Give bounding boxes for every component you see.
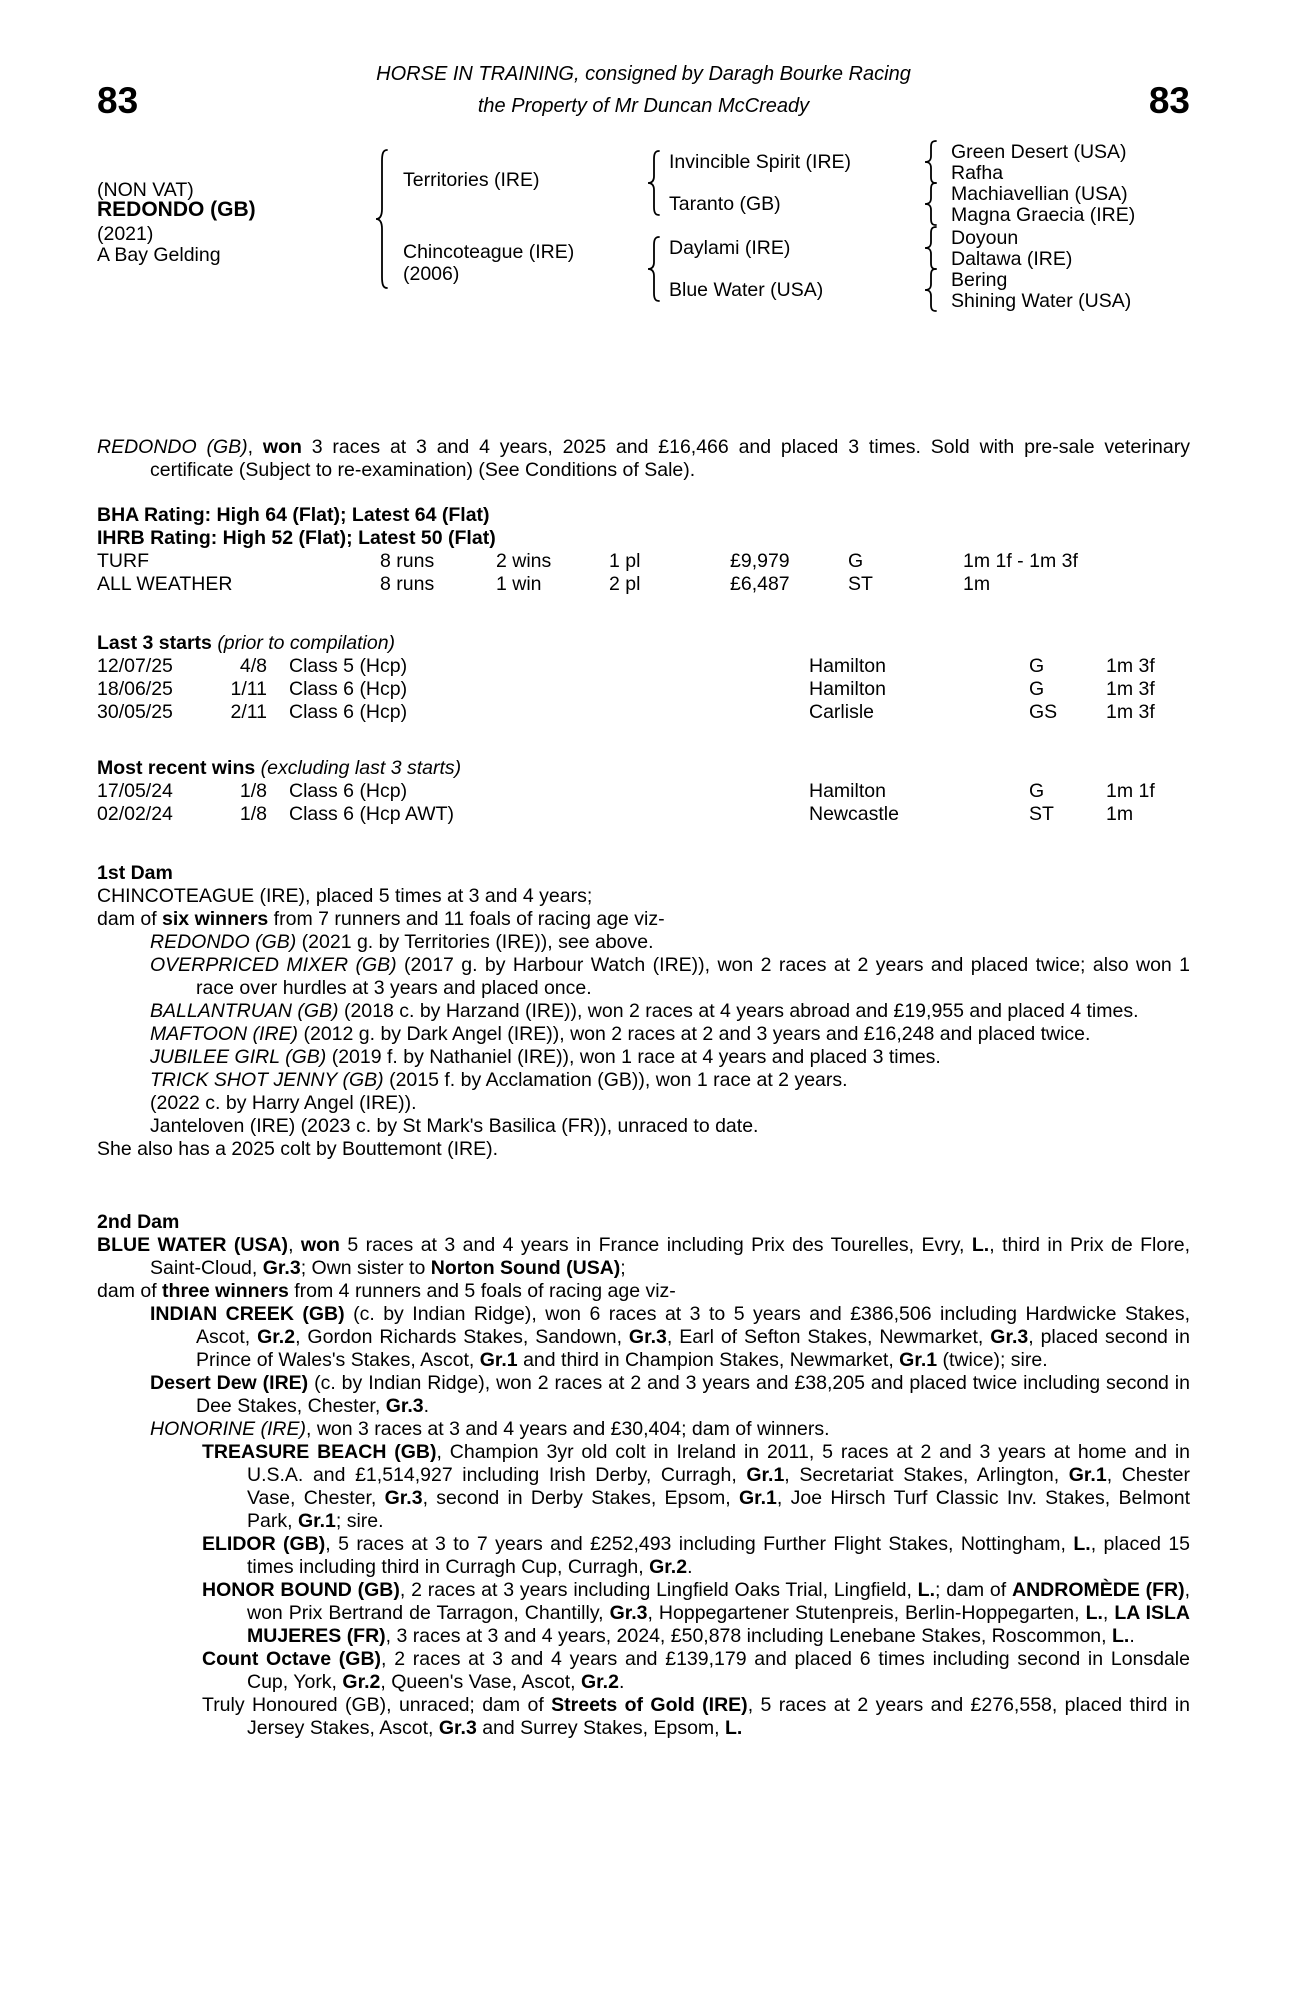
produce-entry: OVERPRICED MIXER (GB) (2017 g. by Harbour Watch (IRE)), won 2 races at 2 years and placed twice; also won 1 race over hurdles at 3 years and placed once. — [150, 954, 1191, 999]
win-going: G — [1029, 780, 1045, 802]
lot-number-left: 83 — [97, 80, 139, 121]
produce-entry: TREASURE BEACH (GB), Champion 3yr old colt in Ireland in 2011, 5 races at 2 and 3 years at home and in U.S.A. and £1,514,927 including Irish Derby, Curragh, Gr.1, Secretariat Stakes, Arlington, Gr.1, Chester Vase, Chester, Gr.3, second in Derby Stakes, Epsom, Gr.1, Joe Hirsch Turf Classic Inv. Stakes, Belmont Park, Gr.1; sire. — [202, 1441, 1190, 1532]
pedigree-tree — [97, 140, 1190, 326]
pedigree-sire-sire: Invincible Spirit (IRE) — [669, 151, 852, 173]
last-starts-heading — [97, 632, 1190, 655]
record-runs: 8 runs — [380, 573, 435, 595]
start-distance: 1m 3f — [1106, 655, 1155, 677]
pedigree-brace-sire — [646, 150, 662, 216]
win-distance: 1m — [1106, 803, 1134, 825]
start-going: GS — [1029, 701, 1058, 723]
pedigree-brace-g3-2 — [923, 182, 939, 226]
start-position: 2/11 — [230, 701, 267, 723]
pedigree-sire: Territories (IRE) — [403, 169, 540, 191]
record-runs: 8 runs — [380, 550, 435, 572]
horse-year: (2021) — [97, 223, 154, 245]
first-dam-produce-summary: dam of six winners from 7 runners and 11 foals of racing age viz- — [97, 908, 665, 930]
produce-entry: ELIDOR (GB), 5 races at 3 to 7 years and £252,493 including Further Flight Stakes, Nottingham, L., placed 15 times including third in Curragh Cup, Curragh, Gr.2. — [202, 1533, 1191, 1578]
start-date: 12/07/25 — [97, 655, 173, 677]
produce-entry: HONORINE (IRE), won 3 races at 3 and 4 years and £30,404; dam of winners. — [150, 1418, 830, 1440]
start-distance: 1m 3f — [1106, 678, 1155, 700]
recent-wins-title: Most recent wins — [97, 757, 256, 779]
pedigree-dam: Chincoteague (IRE) — [403, 241, 575, 263]
produce-entry: MAFTOON (IRE) (2012 g. by Dark Angel (IRE)), won 2 races at 2 and 3 years and £16,248 and placed twice. — [150, 1023, 1091, 1045]
pedigree-brace-g3-1 — [923, 140, 939, 184]
produce-entry: Desert Dew (IRE) (c. by Indian Ridge), won 2 races at 2 and 3 years and £38,205 and placed twice including second in Dee Stakes, Chester, Gr.3. — [150, 1372, 1190, 1417]
produce-entry: (2022 c. by Harry Angel (IRE)). — [150, 1092, 417, 1114]
horse-description: A Bay Gelding — [97, 244, 221, 266]
start-race: Class 6 (Hcp) — [289, 701, 408, 723]
produce-entry: JUBILEE GIRL (GB) (2019 f. by Nathaniel (IRE)), won 1 race at 4 years and placed 3 times. — [150, 1046, 941, 1068]
record-distance: 1m 1f - 1m 3f — [963, 550, 1078, 572]
record-wins: 1 win — [496, 573, 542, 595]
record-places: 2 pl — [609, 573, 641, 595]
produce-entry: Truly Honoured (GB), unraced; dam of Streets of Gold (IRE), 5 races at 2 years and £276,558, placed third in Jersey Stakes, Ascot, Gr.3 and Surrey Stakes, Epsom, L. — [202, 1694, 1190, 1739]
second-dam-heading: 2nd Dam — [97, 1211, 180, 1233]
record-surface: ALL WEATHER — [97, 573, 233, 595]
recent-wins-heading — [97, 757, 1190, 780]
record-going: ST — [848, 573, 873, 595]
pedigree-brace-g3-4 — [923, 268, 939, 312]
last-starts-table — [97, 655, 1190, 724]
win-race: Class 6 (Hcp) — [289, 780, 408, 802]
start-position: 4/8 — [239, 655, 267, 677]
pedigree-dam-sire: Daylami (IRE) — [669, 237, 791, 259]
second-dam-intro: BLUE WATER (USA), won 5 races at 3 and 4 years in France including Prix des Tourelles, Evry, L., third in Prix de Flore, Saint-Cloud, Gr.3; Own sister to Norton Sound (USA); — [97, 1234, 1190, 1279]
record-going: G — [848, 550, 864, 572]
last-starts-section — [97, 632, 1190, 724]
pedigree-g3-8: Shining Water (USA) — [951, 290, 1132, 312]
race-summary: REDONDO (GB), won 3 races at 3 and 4 years, 2025 and £16,466 and placed 3 times. Sold with pre-sale veterinary certificate (Subject to re-examination) (See Conditions of Sale). — [97, 436, 1190, 481]
produce-entry: INDIAN CREEK (GB) (c. by Indian Ridge), won 6 races at 3 to 5 years and £386,506 including Hardwicke Stakes, Ascot, Gr.2, Gordon Richards Stakes, Sandown, Gr.3, Earl of Sefton Stakes, Newmarket, Gr.3, placed second in Prince of Wales's Stakes, Ascot, Gr.1 and third in Champion Stakes, Newmarket, Gr.1 (twice); sire. — [150, 1303, 1190, 1371]
lot-number-right: 83 — [1148, 80, 1190, 121]
start-distance: 1m 3f — [1106, 701, 1155, 723]
start-course: Hamilton — [809, 678, 886, 700]
record-earnings: £6,487 — [730, 573, 790, 595]
pedigree-g3-5: Doyoun — [951, 227, 1019, 249]
win-date: 17/05/24 — [97, 780, 173, 802]
pedigree-sire-dam: Taranto (GB) — [669, 193, 781, 215]
property-line: the Property of Mr Duncan McCready — [477, 95, 810, 117]
pedigree-brace-g3-3 — [923, 226, 939, 270]
first-dam-heading: 1st Dam — [97, 862, 173, 884]
win-course: Hamilton — [809, 780, 886, 802]
win-course: Newcastle — [809, 803, 899, 825]
vat-note: (NON VAT) — [97, 179, 194, 201]
pedigree-dam-year: (2006) — [403, 263, 460, 285]
last-starts-subtitle: (prior to compilation) — [217, 632, 396, 654]
produce-entry: TRICK SHOT JENNY (GB) (2015 f. by Acclamation (GB)), won 1 race at 2 years. — [150, 1069, 848, 1091]
start-date: 30/05/25 — [97, 701, 173, 723]
pedigree-g3-2: Rafha — [951, 162, 1004, 184]
produce-entry: REDONDO (GB) (2021 g. by Territories (IRE)), see above. — [150, 931, 654, 953]
recent-wins-section — [97, 757, 1190, 826]
pedigree-g3-1: Green Desert (USA) — [951, 141, 1127, 163]
start-going: G — [1029, 678, 1045, 700]
record-places: 1 pl — [609, 550, 641, 572]
record-wins: 2 wins — [496, 550, 552, 572]
win-race: Class 6 (Hcp AWT) — [289, 803, 455, 825]
start-going: G — [1029, 655, 1045, 677]
win-date: 02/02/24 — [97, 803, 173, 825]
pedigree-brace-dam — [646, 236, 662, 302]
record-earnings: £9,979 — [730, 550, 790, 572]
start-race: Class 6 (Hcp) — [289, 678, 408, 700]
pedigree-g3-3: Machiavellian (USA) — [951, 183, 1128, 205]
produce-entry: HONOR BOUND (GB), 2 races at 3 years including Lingfield Oaks Trial, Lingfield, L.; dam of ANDROMÈDE (FR), won Prix Bertrand de Tarragon, Chantilly, Gr.3, Hoppegartener Stutenpreis, Berlin-Hoppegarten, L., LA ISLA MUJERES (FR), 3 races at 3 and 4 years, 2024, £50,878 including Lenebane Stakes, Roscommon, L.. — [202, 1579, 1191, 1647]
horse-name: REDONDO (GB) — [97, 198, 256, 221]
produce-entry: Count Octave (GB), 2 races at 3 and 4 years and £139,179 and placed 6 times including second in Lonsdale Cup, York, Gr.2, Queen's Vase, Ascot, Gr.2. — [202, 1648, 1190, 1693]
race-record-table — [97, 550, 1190, 596]
record-surface: TURF — [97, 550, 149, 572]
start-course: Carlisle — [809, 701, 875, 723]
win-going: ST — [1029, 803, 1054, 825]
last-starts-title: Last 3 starts — [97, 632, 212, 654]
start-position: 1/11 — [230, 678, 267, 700]
record-distance: 1m — [963, 573, 991, 595]
bha-rating: BHA Rating: High 64 (Flat); Latest 64 (Flat) — [97, 504, 490, 526]
pedigree-g3-6: Daltawa (IRE) — [951, 248, 1073, 270]
pedigree-g3-7: Bering — [951, 269, 1008, 291]
first-dam-intro: CHINCOTEAGUE (IRE), placed 5 times at 3 and 4 years; — [97, 885, 593, 907]
produce-entry: BALLANTRUAN (GB) (2018 c. by Harzand (IRE)), won 2 races at 4 years abroad and £19,955 and placed 4 times. — [150, 1000, 1139, 1022]
consignor-line: HORSE IN TRAINING, consigned by Daragh Bourke Racing — [376, 63, 911, 85]
win-distance: 1m 1f — [1106, 780, 1155, 802]
win-position: 1/8 — [239, 780, 267, 802]
start-race: Class 5 (Hcp) — [289, 655, 408, 677]
second-dam-section — [97, 1211, 1190, 1740]
pedigree-g3-4: Magna Graecia (IRE) — [951, 204, 1136, 226]
recent-wins-subtitle: (excluding last 3 starts) — [260, 757, 462, 779]
first-dam-section — [97, 862, 1190, 1161]
win-position: 1/8 — [239, 803, 267, 825]
page-header — [97, 58, 1190, 122]
start-date: 18/06/25 — [97, 678, 173, 700]
start-course: Hamilton — [809, 655, 886, 677]
first-dam-note: She also has a 2025 colt by Bouttemont (IRE). — [97, 1138, 499, 1160]
produce-entry: Janteloven (IRE) (2023 c. by St Mark's Basilica (FR)), unraced to date. — [150, 1115, 759, 1137]
pedigree-brace-main — [374, 149, 390, 289]
second-dam-produce-summary: dam of three winners from 4 runners and 5 foals of racing age viz- — [97, 1280, 676, 1302]
pedigree-dam-dam: Blue Water (USA) — [669, 279, 824, 301]
recent-wins-table — [97, 780, 1190, 826]
ihrb-rating: IHRB Rating: High 52 (Flat); Latest 50 (Flat) — [97, 527, 496, 549]
ratings-block — [97, 504, 1190, 550]
